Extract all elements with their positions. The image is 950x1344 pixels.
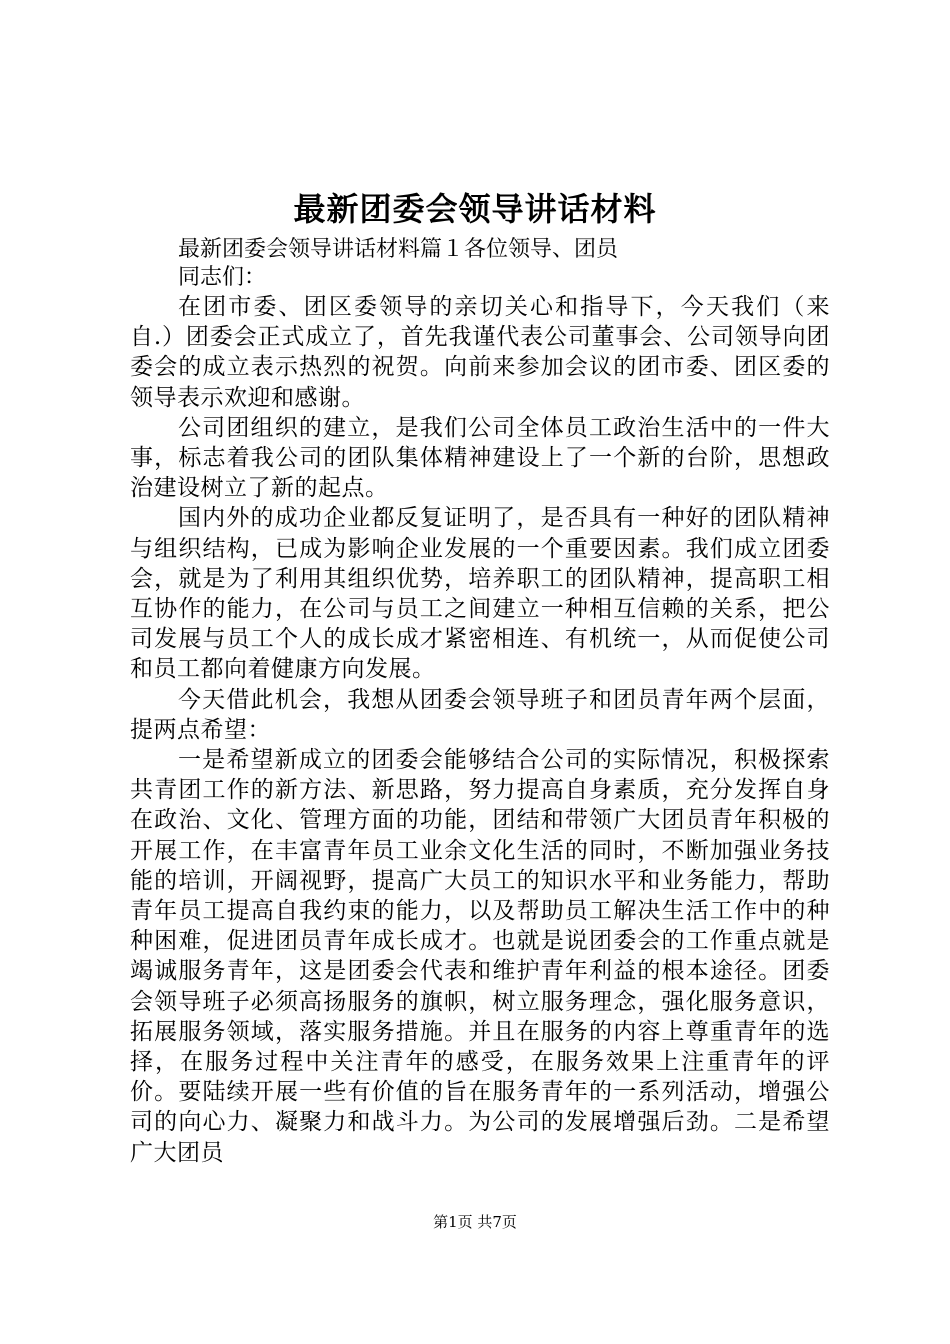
paragraph: 国内外的成功企业都反复证明了，是否具有一种好的团队精神与组织结构，已成为影响企业发展的一个重要因素。我们成立团委会，就是为了利用其组织优势，培养职工的团队精神，提高职工相互协作的能力，在公司与员工之间建立一种相互信赖的关系，把公司发展与员工个人的成长成才紧密相连、有机统一，从而促使公司和员工都向着健康方向发展。 <box>130 505 830 683</box>
intro-line: 同志们： <box>178 265 267 290</box>
paragraph: 公司团组织的建立，是我们公司全体员工政治生活中的一件大事，标志着我公司的团队集体精神建设上了一个新的台阶，思想政治建设树立了新的起点。 <box>130 414 830 502</box>
page-number-footer: 第1页 共7页 <box>433 1213 517 1231</box>
intro-line: 最新团委会领导讲话材料篇１各位领导、团员 <box>178 237 619 262</box>
paragraph: 今天借此机会，我想从团委会领导班子和团员青年两个层面，提两点希望： <box>130 686 830 743</box>
document-body <box>130 236 830 1168</box>
paragraph: 一是希望新成立的团委会能够结合公司的实际情况，积极探索共青团工作的新方法、新思路，努力提高自身素质，充分发挥自身在政治、文化、管理方面的功能，团结和带领广大团员青年积极的开展工作，在丰富青年员工业余文化生活的同时，不断加强业务技能的培训，开阔视野，提高广大员工的知识水平和业务能力，帮助青年员工提高自我约束的能力，以及帮助员工解决生活工作中的种种困难，促进团员青年成长成才。也就是说团委会的工作重点就是竭诚服务青年，这是团委会代表和维护青年利益的根本途径。团委会领导班子必须高扬服务的旗帜，树立服务理念，强化服务意识，拓展服务领域，落实服务措施。并且在服务的内容上尊重青年的选择，在服务过程中关注青年的感受，在服务效果上注重青年的评价。要陆续开展一些有价值的旨在服务青年的一系列活动，增强公司的向心力、凝聚力和战斗力。为公司的发展增强后劲。二是希望广大团员 <box>130 747 830 1166</box>
document-title: 最新团委会领导讲话材料 <box>293 190 657 228</box>
paragraph: 在团市委、团区委领导的亲切关心和指导下，今天我们（来自.）团委会正式成立了，首先我谨代表公司董事会、公司领导向团委会的成立表示热烈的祝贺。向前来参加会议的团市委、团区委的领导表示欢迎和感谢。 <box>130 294 830 411</box>
